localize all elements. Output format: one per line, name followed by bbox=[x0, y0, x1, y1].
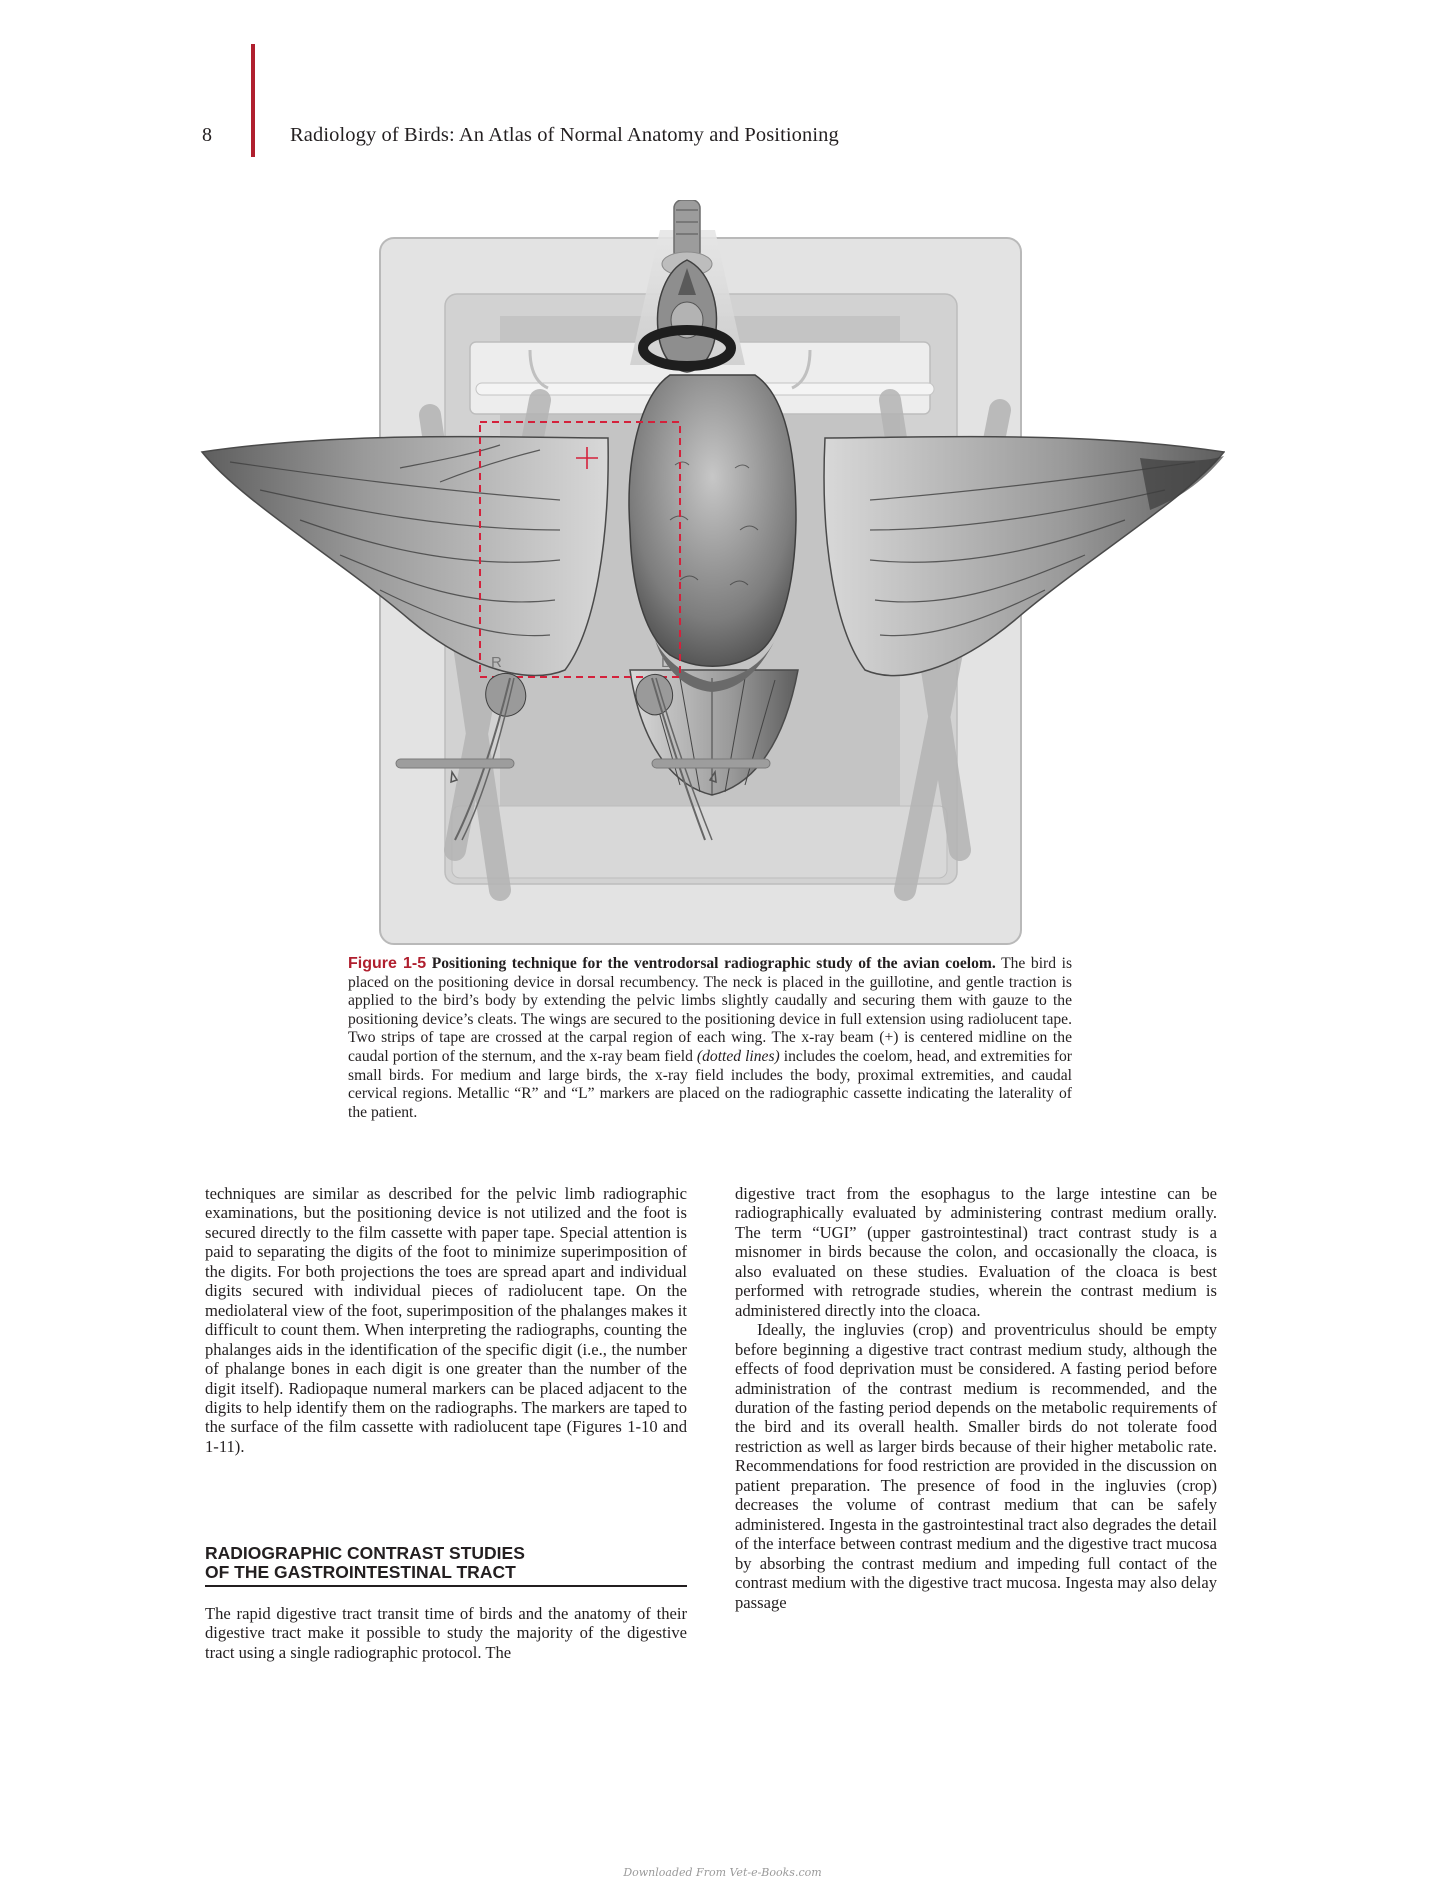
body-paragraph: digestive tract from the esophagus to the large intestine can be radiographically evaluated by administering contrast medium orally. The term “UGI” (upper gastrointestinal) tract contrast study is a misnomer in birds because the colon, and occasionally the cloaca, is also evaluated on these studies. Evaluation of the cloaca is best performed with retrograde studies, wherein the contrast medium is administered directly into the cloaca. bbox=[735, 1184, 1217, 1320]
caption-text-2: includes the coelom, head, and extremities for small birds. For medium and large birds, the x-ray field includes the body, proximal extremities, and caudal cervical regions. Metallic “R” and “L” markers are placed on the radiographic cassette indicating the laterality of the patient. bbox=[348, 1047, 1072, 1121]
left-column-top bbox=[205, 1184, 687, 1456]
marker-r: R bbox=[491, 654, 502, 671]
caption-text-1: The bird is placed on the positioning device in dorsal recumbency. The neck is placed in the guillotine, and gentle traction is applied to the bird’s body by extending the pelvic limbs slightly caudally and securing them with gauze to the positioning device’s cleats. The wings are secured to the positioning device in full extension using radiolucent tape. Two strips of tape are crossed at the carpal region of each wing. The x-ray beam (+) is centered midline on the caudal portion of the sternum, and the x-ray beam field bbox=[348, 955, 1073, 1065]
left-foot bbox=[636, 674, 673, 714]
figure-illustration bbox=[200, 200, 1225, 945]
body-paragraph: techniques are similar as described for the pelvic limb radiographic examinations, but the positioning device is not utilized and the foot is secured directly to the film cassette with paper tape. Special attention is paid to separating the digits of the foot to minimize superimposition of the digits. For both projections the toes are spread apart and individual digits secured with individual pieces of radiolucent tape. On the mediolateral view of the foot, superimposition of the phalanges makes it difficult to count them. When interpreting the radiographs, counting the phalanges aids in the identification of the specific digit (i.e., the number of phalange bones in each digit is one greater than the number of the digit itself). Radiopaque numeral markers can be placed adjacent to the digits to help identify them on the radiographs. The markers are taped to the surface of the film cassette with radiolucent tape (Figures 1-10 and 1-11). bbox=[205, 1184, 687, 1456]
cleat-left bbox=[396, 759, 514, 768]
head-holder-post bbox=[674, 200, 700, 260]
running-title: Radiology of Birds: An Atlas of Normal Anatomy and Positioning bbox=[290, 124, 839, 146]
page-number: 8 bbox=[202, 124, 212, 146]
body-paragraph: Ideally, the ingluvies (crop) and proventriculus should be empty before beginning a digestive tract contrast medium study, although the effects of food deprivation must be considered. A fasting period before administration of the contrast medium is recommended, and the duration of the fasting period depends on the metabolic requirements of the bird and its overall health. Smaller birds do not tolerate food restriction as well as larger birds because of their higher metabolic rate. Recommendations for food restriction are provided in the discussion on patient preparation. The presence of food in the ingluvies (crop) decreases the volume of contrast medium that can be safely administered. Ingesta in the gastrointestinal tract also degrades the detail of the interface between contrast medium and the digestive tract mucosa by absorbing the contrast medium and impeding full contact of the contrast medium with the digestive tract mucosa. Ingesta may also delay passage bbox=[735, 1320, 1217, 1612]
cleat-right bbox=[652, 759, 770, 768]
caption-emphasis: (dotted lines) bbox=[696, 1047, 780, 1065]
section-heading-line-2: OF THE GASTROINTESTINAL TRACT bbox=[205, 1562, 516, 1582]
bird-positioning-illustration bbox=[200, 200, 1225, 945]
figure-title: Positioning technique for the ventrodorsal radiographic study of the avian coelom. bbox=[431, 955, 996, 972]
figure-caption bbox=[348, 955, 1072, 1122]
left-column-bottom bbox=[205, 1604, 687, 1662]
figure-label: Figure 1-5 bbox=[348, 955, 427, 972]
section-heading-line-1: RADIOGRAPHIC CONTRAST STUDIES bbox=[205, 1543, 525, 1563]
section-heading bbox=[205, 1544, 687, 1587]
marker-l: L bbox=[661, 654, 670, 671]
right-column bbox=[735, 1184, 1217, 1612]
header-rule bbox=[251, 44, 255, 157]
body-paragraph: The rapid digestive tract transit time of birds and the anatomy of their digestive tract make it possible to study the majority of the digestive tract using a single radiographic protocol. The bbox=[205, 1604, 687, 1662]
download-watermark: Downloaded From Vet-e-Books.com bbox=[623, 1866, 822, 1879]
bird-body bbox=[629, 375, 796, 666]
